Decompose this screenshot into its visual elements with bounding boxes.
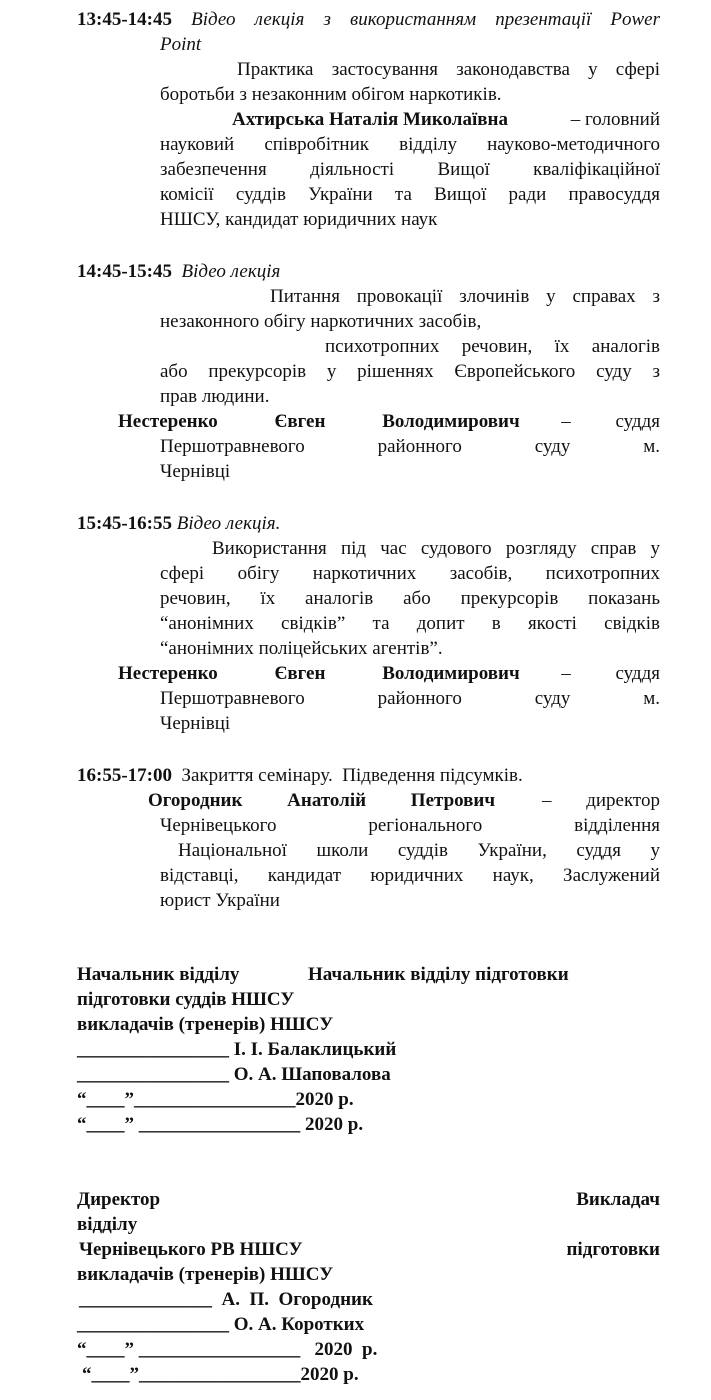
- session-topic: або прекурсорів у рішеннях Європейського суду з: [160, 361, 660, 382]
- session-format-cont: Point: [160, 34, 202, 55]
- speaker-info: забезпечення діяльності Вищої кваліфікаційної: [160, 159, 660, 180]
- speaker-role: – суддя: [561, 411, 660, 432]
- speaker-info: Національної школи суддів України, суддя у: [178, 840, 660, 861]
- session-format: Закриття семінару. Підведення підсумків.: [181, 765, 523, 786]
- session-format: Відео лекція.: [176, 513, 281, 534]
- session-topic: “анонімних свідків” та допит в якості свідків: [160, 613, 660, 634]
- session-time: 16:55-17:00: [77, 765, 172, 786]
- signature-title: підготовки суддів НШСУ: [77, 989, 295, 1010]
- speaker-role: – суддя: [561, 663, 660, 684]
- session-topic: боротьби з незаконним обігом наркотиків.: [160, 84, 502, 105]
- session-1-header: [77, 8, 660, 32]
- session-4-header: [77, 764, 523, 788]
- speaker-info: юрист України: [160, 890, 280, 911]
- signature-date: “____” _________________ 2020 р.: [77, 1339, 378, 1360]
- speaker-info: відставці, кандидат юридичних наук, Заслужений: [160, 865, 660, 886]
- session-3-header: [77, 512, 280, 536]
- signature-date: “____”_________________2020 р.: [82, 1364, 359, 1385]
- signature-line: ________________ І. І. Балаклицький: [77, 1039, 397, 1060]
- session-topic: Практика застосування законодавства у сфері: [237, 59, 660, 80]
- speaker-info: Чернівці: [160, 461, 231, 482]
- signature-date: “____” _________________ 2020 р.: [77, 1114, 364, 1135]
- speaker-name: Огородник Анатолій Петрович: [148, 790, 496, 811]
- signature-title: Директор: [77, 1189, 161, 1210]
- session-topic: речовин, їх аналогів або прекурсорів показань: [160, 588, 660, 609]
- speaker-name: Нестеренко Євген Володимирович: [118, 663, 520, 684]
- session-topic: прав людини.: [160, 386, 270, 407]
- session-topic: сфері обігу наркотичних засобів, психотропних: [160, 563, 660, 584]
- speaker-info: Першотравневого районного суду м.: [160, 436, 660, 457]
- signature-line: ______________ А. П. Огородник: [79, 1289, 373, 1310]
- speaker-info: комісії суддів України та Вищої ради правосуддя: [160, 184, 660, 205]
- signature-title: Начальник відділу: [77, 964, 240, 985]
- session-topic: Використання під час судового розгляду справ у: [212, 538, 660, 559]
- session-2-header: [77, 260, 280, 284]
- speaker-line: [118, 410, 660, 434]
- speaker-info: науковий співробітник відділу науково-методичного: [160, 134, 660, 155]
- signature-date: “____”_________________2020 р.: [77, 1089, 354, 1110]
- session-format: Відео лекція з використанням презентації Power: [191, 9, 660, 30]
- signature-line: ________________ О. А. Коротких: [77, 1314, 365, 1335]
- speaker-line: [118, 662, 660, 686]
- signature-title: підготовки: [566, 1239, 660, 1260]
- session-topic: Питання провокації злочинів у справах з: [270, 286, 660, 307]
- speaker-info: Чернівці: [160, 713, 231, 734]
- speaker-name: Ахтирська Наталія Миколаївна: [232, 109, 508, 130]
- speaker-name: Нестеренко Євген Володимирович: [118, 411, 520, 432]
- session-topic: “анонімних поліцейських агентів”.: [160, 638, 443, 659]
- speaker-info: Першотравневого районного суду м.: [160, 688, 660, 709]
- signature-title: відділу: [77, 1214, 138, 1235]
- signature-title: викладачів (тренерів) НШСУ: [77, 1264, 334, 1285]
- speaker-line: [232, 108, 660, 132]
- speaker-line: [148, 789, 660, 813]
- session-time: 15:45-16:55: [77, 513, 172, 534]
- session-time: 14:45-15:45: [77, 261, 172, 282]
- signature-title: викладачів (тренерів) НШСУ: [77, 1014, 334, 1035]
- session-time: 13:45-14:45: [77, 9, 172, 30]
- session-topic: незаконного обігу наркотичних засобів,: [160, 311, 482, 332]
- speaker-role: – директор: [541, 790, 660, 811]
- signature-title: Чернівецького РВ НШСУ: [79, 1239, 303, 1260]
- signature-title: Викладач: [576, 1189, 660, 1210]
- session-format: Відео лекція: [181, 261, 281, 282]
- speaker-role: – головний: [570, 109, 660, 130]
- speaker-info: НШСУ, кандидат юридичних наук: [160, 209, 438, 230]
- signature-title: Начальник відділу підготовки: [308, 964, 569, 985]
- session-topic: психотропних речовин, їх аналогів: [325, 336, 660, 357]
- signature-line: ________________ О. А. Шаповалова: [77, 1064, 391, 1085]
- speaker-info: Чернівецького регіонального відділення: [160, 815, 660, 836]
